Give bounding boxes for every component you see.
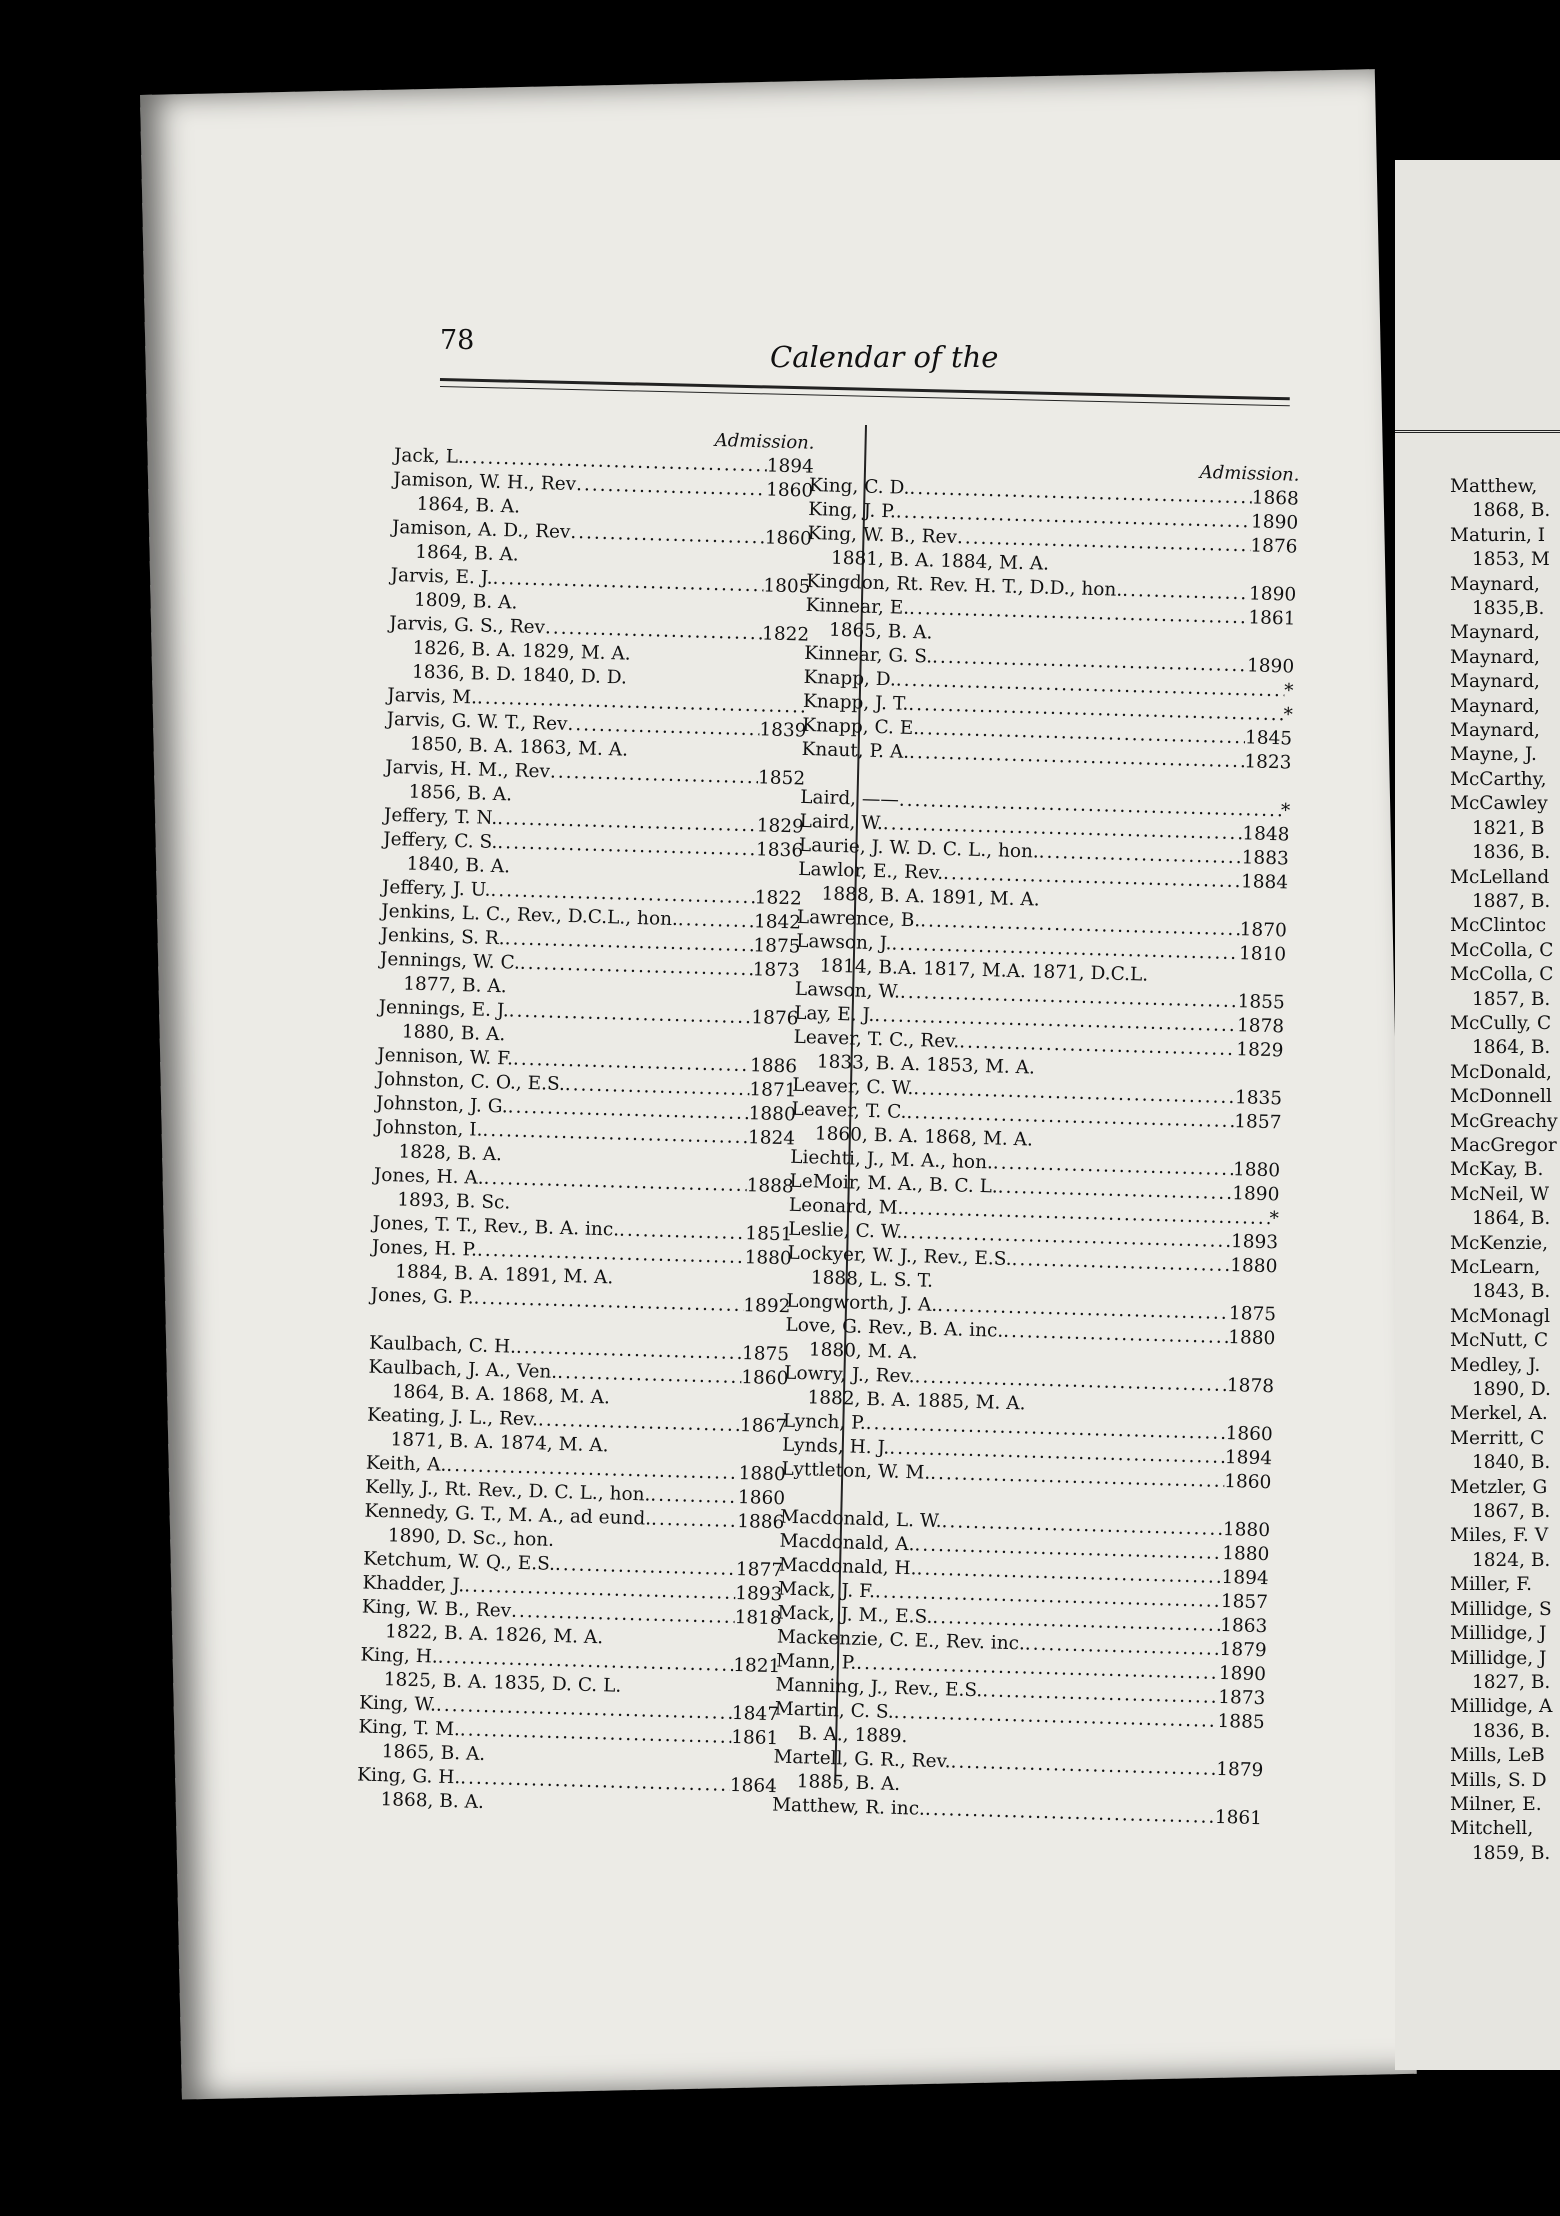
facing-page-entry: 1890, D. (1472, 1379, 1551, 1401)
facing-page-entry: 1827, B. (1472, 1671, 1551, 1693)
entry-degrees: 1865, B. A. (828, 619, 933, 644)
entry-degrees: 1868, B. A. (380, 1789, 485, 1814)
entry-name: Kennedy, G. T., M. A., ad eund. (364, 1500, 652, 1530)
entry-name: Leaver, T. C. (791, 1098, 907, 1123)
admission-year: 1823 (1244, 751, 1292, 774)
facing-page-entry: 1887, B. (1472, 890, 1551, 912)
entry-name: Knaut, P. A. (801, 738, 910, 763)
entry-degrees: 1882, B. A. 1885, M. A. (807, 1387, 1026, 1415)
facing-page-entry: 1864, B. (1472, 1037, 1551, 1059)
entry-name: King, W. (358, 1692, 437, 1716)
admission-year: 1860 (765, 479, 814, 502)
entry-name: Jennings, E. J. (378, 996, 510, 1022)
facing-page-entry: 1864, B. (1472, 1208, 1551, 1230)
entry-name: Kelly, J., Rt. Rev., D. C. L., hon. (364, 1476, 651, 1506)
entry-name: Martell, G. R., Rev. (773, 1746, 951, 1773)
entry-degrees: 1860, B. A. 1868, M. A. (814, 1123, 1034, 1151)
facing-page-entry: McKay, B. (1450, 1159, 1544, 1181)
facing-page (1395, 160, 1560, 2070)
facing-page-entry: 1824, B. (1472, 1549, 1551, 1571)
entry-degrees: 1825, B. A. 1835, D. C. L. (383, 1669, 622, 1697)
facing-page-entry: 1867, B. (1472, 1501, 1551, 1523)
entry-name: Jarvis, G. W. T., Rev (386, 708, 568, 735)
admission-year: 1867 (739, 1415, 788, 1438)
admission-year: 1890 (1250, 511, 1299, 534)
entry-name: Manning, J., Rev., E.S. (775, 1674, 983, 1702)
facing-page-entry: McCawley (1450, 793, 1548, 815)
entry-name: Leaver, C. W. (791, 1074, 914, 1100)
entry-degrees: 1885, B. A. (796, 1771, 901, 1796)
admission-year: 1880 (748, 1103, 797, 1126)
entry-name: Kaulbach, J. A., Ven. (368, 1356, 558, 1383)
entry-degrees: 1871, B. A. 1874, M. A. (390, 1429, 609, 1457)
admission-year: 1886 (749, 1055, 798, 1078)
entry-name: Love, G. Rev., B. A. inc. (785, 1314, 1004, 1342)
admission-year: 1857 (1234, 1111, 1282, 1134)
admission-year: 1842 (753, 911, 802, 934)
facing-page-entry: Mitchell, (1450, 1818, 1534, 1840)
entry-name: Johnston, I. (374, 1116, 483, 1141)
admission-year: 1880 (1222, 1518, 1271, 1542)
entry-degrees: 1809, B. A. (413, 589, 518, 614)
entry-degrees: 1865, B. A. (381, 1741, 486, 1766)
admission-year: 1876 (751, 1007, 799, 1030)
admission-year: 1829 (756, 815, 805, 838)
entry-degrees: 1888, L. S. T. (810, 1267, 934, 1292)
entry-name: Mann, P. (775, 1650, 857, 1674)
entry-degrees: 1822, B. A. 1826, M. A. (384, 1621, 604, 1649)
entry-name: Knapp, J. T. (802, 690, 909, 715)
entry-name: Jamison, W. H., Rev (393, 468, 577, 496)
admission-year: 1822 (761, 623, 810, 646)
facing-page-entry: McClintoc (1450, 915, 1547, 937)
entry-name: Jarvis, E. J. (390, 564, 493, 589)
entry-name: Laird, —— (800, 786, 900, 811)
entry-name: Kinnear, E. (805, 594, 910, 619)
admission-year: 1885 (1217, 1710, 1265, 1734)
admission-year: 1810 (1238, 943, 1287, 966)
facing-page-entry: 1836, B. (1472, 1720, 1551, 1742)
facing-page-entry: Metzler, G (1450, 1476, 1548, 1498)
facing-page-entry: McCarthy, (1450, 768, 1547, 790)
facing-page-entry: Miller, F. (1450, 1574, 1533, 1596)
admission-year: 1861 (1248, 607, 1296, 630)
facing-page-entry: Maynard, (1450, 720, 1540, 742)
entry-degrees: 1877, B. A. (402, 973, 507, 998)
facing-page-entry: Milner, E. (1450, 1793, 1542, 1815)
admission-year: * (1283, 704, 1294, 726)
entry-name: Jarvis, H. M., Rev (385, 756, 551, 783)
admission-year: 1851 (745, 1223, 793, 1246)
entry-degrees: 1864, B. A. 1868, M. A. (391, 1381, 611, 1409)
admission-year: 1847 (731, 1702, 780, 1726)
facing-page-entry: Maynard, (1450, 695, 1540, 717)
facing-page-rule (1395, 430, 1560, 433)
admission-year: 1886 (736, 1510, 785, 1534)
entry-name: Jones, T. T., Rev., B. A. inc. (372, 1212, 620, 1241)
admission-year: 1875 (741, 1343, 790, 1366)
admission-year: 1880 (738, 1463, 786, 1486)
admission-heading: Admission. (714, 429, 815, 454)
entry-name: Jamison, A. D., Rev (391, 516, 571, 543)
entry-degrees: 1850, B. A. 1863, M. A. (409, 733, 629, 761)
facing-page-entry: McColla, C (1450, 939, 1554, 961)
facing-page-entry: McColla, C (1450, 964, 1554, 986)
admission-year: 1890 (1248, 583, 1297, 606)
facing-page-entry: 1853, M (1472, 549, 1550, 571)
facing-page-entry: McDonnell (1450, 1086, 1552, 1108)
entry-degrees: 1890, D. Sc., hon. (387, 1525, 555, 1551)
admission-year: 1893 (1230, 1231, 1279, 1254)
admission-year: 1893 (734, 1582, 783, 1606)
admission-year: 1848 (1242, 823, 1290, 846)
facing-page-column (1450, 475, 1560, 1866)
admission-year: 1883 (1241, 847, 1290, 870)
facing-page-entry: Maturin, I (1450, 524, 1546, 546)
entry-degrees: 1828, B. A. (398, 1141, 503, 1166)
admission-year: 1880 (1221, 1542, 1270, 1566)
facing-page-entry: Maynard, (1450, 622, 1540, 644)
entry-name: Jeffery, T. N. (383, 804, 498, 830)
entry-name: Lawson, J. (795, 930, 892, 955)
facing-page-entry: Millidge, J (1450, 1623, 1547, 1645)
entry-name: Jennings, W. C. (379, 948, 521, 974)
admission-year: 1880 (1232, 1159, 1281, 1182)
admission-year: * (1280, 800, 1291, 822)
facing-page-entry: 1835,B. (1472, 598, 1545, 620)
entry-degrees: 1893, B. Sc. (396, 1189, 511, 1214)
admission-year: 1870 (1239, 919, 1288, 942)
entry-name: Kingdon, Rt. Rev. H. T., D.D., hon. (806, 570, 1123, 601)
admission-year: * (1283, 680, 1294, 702)
entry-name: Matthew, R. inc. (771, 1794, 926, 1820)
entry-name: Johnston, C. O., E.S. (376, 1068, 566, 1095)
admission-year: 1884 (1240, 871, 1289, 894)
admission-year: 1845 (1244, 727, 1293, 750)
entry-name: LeMoir, M. A., B. C. L. (789, 1170, 999, 1198)
entry-name: Leaver, T. C., Rev. (793, 1026, 960, 1053)
admission-year: 1822 (754, 887, 803, 910)
facing-page-entry: Matthew, (1450, 476, 1538, 497)
facing-page-entry: MacGregor (1450, 1134, 1557, 1156)
entry-name: Lowry, J., Rev. (783, 1362, 915, 1388)
facing-page-entry: Maynard, (1450, 573, 1540, 595)
admission-year: 1880 (1227, 1327, 1276, 1350)
entry-name: Kinnear, G. S. (804, 642, 933, 668)
admission-year: 1894 (766, 455, 815, 478)
admission-year: 1876 (1250, 535, 1298, 558)
admission-year: 1860 (1225, 1422, 1273, 1446)
entry-name: Jeffery, C. S. (382, 828, 498, 854)
facing-page-entry: McGreachy (1450, 1110, 1558, 1132)
entry-degrees: B. A., 1889. (797, 1723, 908, 1748)
facing-page-entry: 1857, B. (1472, 988, 1551, 1010)
admission-year: * (1269, 1208, 1280, 1230)
admission-year: 1875 (753, 935, 801, 958)
facing-page-entry: McLelland (1450, 866, 1550, 888)
facing-page-entry: Millidge, J (1450, 1647, 1547, 1669)
admission-year: 1879 (1215, 1758, 1264, 1782)
admission-year: 1860 (764, 527, 813, 550)
facing-page-entry: Medley, J. (1450, 1354, 1541, 1376)
facing-page-entry: McCully, C (1450, 1012, 1552, 1034)
entry-name: Lockyer, W. J., Rev., E.S. (787, 1242, 1012, 1270)
leader-dots (651, 1508, 738, 1534)
facing-page-entry: 1859, B. (1472, 1842, 1551, 1864)
page-title: Calendar of the (770, 340, 999, 374)
entry-name: Lyttleton, W. M. (781, 1458, 931, 1484)
entry-name: Jones, H. P. (371, 1236, 478, 1261)
facing-page-entry: McKenzie, (1450, 1232, 1548, 1254)
entry-name: Jeffery, J. U. (381, 876, 491, 901)
entry-name: Jack, L. (393, 444, 465, 468)
admission-year: 1805 (763, 575, 811, 598)
entry-name: Macdonald, H. (778, 1554, 917, 1580)
entry-name: Jarvis, G. S., Rev (389, 612, 546, 639)
admission-year: 1873 (1217, 1686, 1266, 1710)
facing-page-entry: Maynard, (1450, 646, 1540, 668)
admission-year: 1860 (737, 1487, 786, 1510)
entry-name: Macdonald, A. (779, 1530, 915, 1556)
facing-page-entry: Merritt, C (1450, 1427, 1545, 1449)
admission-year: 1821 (732, 1654, 781, 1678)
facing-page-entry: McDonald, (1450, 1061, 1552, 1083)
entry-name: Knapp, C. E. (802, 714, 920, 740)
entry-name: Knapp, D. (803, 666, 897, 691)
entry-name: King, J. P. (808, 498, 897, 523)
entry-degrees: 1840, B. A. (406, 853, 511, 878)
admission-year: 1861 (1214, 1806, 1263, 1830)
entry-name: Lawlor, E., Rev. (797, 858, 944, 884)
right-column (772, 450, 1300, 1831)
facing-page-entry: Millidge, A (1450, 1696, 1553, 1718)
admission-year: 1890 (1246, 655, 1295, 678)
admission-year: 1894 (1224, 1446, 1273, 1470)
entry-name: Ketchum, W. Q., E.S. (362, 1548, 556, 1575)
admission-year: 1857 (1220, 1590, 1269, 1614)
facing-page-entry: Mills, LeB (1450, 1745, 1545, 1767)
entry-name: Laird, W. (799, 810, 884, 835)
entry-name: Lawson, W. (794, 978, 901, 1003)
entry-degrees: 1836, B. D. 1840, D. D. (411, 661, 628, 689)
admission-year: 1873 (752, 959, 801, 982)
admission-year: 1871 (749, 1079, 797, 1102)
admission-year: 1878 (1226, 1375, 1275, 1398)
entry-name: Mack, J. M., E.S. (777, 1602, 933, 1628)
entry-name: Lawrence, B. (796, 906, 921, 932)
facing-page-entry: 1843, B. (1472, 1281, 1551, 1303)
admission-year: 1878 (1236, 1015, 1285, 1038)
facing-page-entry: Miles, F. V (1450, 1525, 1549, 1547)
facing-page-entry: McNutt, C (1450, 1330, 1549, 1352)
entry-name: Liechti, J., M. A., hon. (789, 1146, 994, 1174)
admission-year: 1890 (1232, 1183, 1280, 1206)
entry-name: Leslie, C. W. (787, 1218, 903, 1243)
admission-year: 1861 (730, 1726, 779, 1750)
admission-year: 1888 (746, 1175, 795, 1198)
entry-name: Martin, C. S. (774, 1698, 895, 1723)
admission-year: 1839 (759, 719, 807, 742)
entry-name: Longworth, J. A. (785, 1290, 938, 1316)
entry-name: Mack, J. F. (777, 1578, 876, 1603)
entry-name: Keating, J. L., Rev. (366, 1404, 539, 1431)
entry-name: Jenkins, L. C., Rev., D.C.L., hon. (380, 900, 679, 931)
entry-degrees: 1864, B. A. (416, 493, 521, 518)
admission-year: 1892 (743, 1295, 791, 1318)
facing-page-entry: 1840, B. (1472, 1452, 1551, 1474)
entry-name: King, G. H. (356, 1764, 461, 1789)
entry-name: Jennison, W. F. (376, 1044, 514, 1070)
entry-name: King, H. (360, 1644, 439, 1668)
leader-dots (650, 1484, 738, 1510)
facing-page-entry: 1821, B (1472, 817, 1545, 839)
entry-name: Lynds, H. J. (781, 1434, 890, 1459)
admission-year: 1855 (1237, 991, 1286, 1014)
admission-year: 1879 (1219, 1638, 1267, 1662)
entry-name: Leonard, M. (788, 1194, 904, 1219)
entry-name: Kaulbach, C. H. (368, 1332, 517, 1358)
entry-name: Mackenzie, C. E., Rev. inc. (776, 1626, 1026, 1655)
entry-degrees: 1826, B. A. 1829, M. A. (412, 637, 631, 665)
leader-dots (619, 1219, 746, 1247)
facing-page-entry: McLearn, (1450, 1257, 1541, 1278)
facing-page-entry: Maynard, (1450, 671, 1540, 693)
admission-year: 1863 (1219, 1614, 1268, 1638)
admission-year: 1852 (757, 767, 806, 790)
entry-degrees: 1880, B. A. (401, 1021, 506, 1046)
admission-year: 1836 (755, 839, 804, 862)
entry-degrees: 1833, B. A. 1853, M. A. (816, 1051, 1036, 1079)
admission-year: 1880 (744, 1247, 793, 1270)
facing-page-entry: 1836, B. (1472, 842, 1551, 864)
admission-year: 1894 (1221, 1566, 1269, 1590)
facing-page-entry: McMonagl (1450, 1305, 1551, 1327)
entry-name: King, W. B., Rev (807, 522, 958, 549)
admission-year: 1824 (747, 1127, 796, 1150)
facing-page-entry: Millidge, S (1450, 1598, 1552, 1620)
entry-name: Macdonald, L. W. (779, 1506, 942, 1533)
admission-year: 1877 (735, 1558, 784, 1582)
admission-year: 1835 (1234, 1087, 1283, 1110)
entry-name: Khadder, J. (362, 1572, 465, 1597)
leader-dots (1122, 579, 1249, 607)
entry-degrees: 1888, B. A. 1891, M. A. (821, 883, 1040, 911)
page-number: 78 (440, 325, 475, 356)
admission-year: 1868 (1251, 487, 1300, 510)
entry-degrees: 1864, B. A. (415, 541, 520, 566)
entry-name: Jenkins, S. R. (380, 924, 506, 950)
facing-page-entry: 1868, B. (1472, 500, 1551, 522)
entry-name: Johnston, J. G. (375, 1092, 509, 1118)
entry-degrees: 1814, B.A. 1817, M.A. 1871, D.C.L. (819, 955, 1149, 986)
admission-year: 1860 (1223, 1470, 1272, 1494)
admission-heading: Admission. (1199, 461, 1300, 486)
entry-name: Laurie, J. W. D. C. L., hon. (798, 834, 1040, 863)
entry-name: Jones, G. P. (370, 1284, 474, 1309)
facing-page-entry: McNeil, W (1450, 1183, 1550, 1205)
entry-name: Jarvis, M. (387, 684, 478, 709)
admission-year: 1890 (1218, 1662, 1267, 1686)
admission-year: 1818 (734, 1606, 782, 1630)
facing-page-entry: Merkel, A. (1450, 1403, 1548, 1425)
leader-dots (678, 908, 755, 934)
admission-year: 1829 (1236, 1039, 1284, 1062)
admission-year: 1864 (729, 1774, 778, 1798)
entry-degrees: 1881, B. A. 1884, M. A. (830, 547, 1050, 575)
facing-page-entry: Mills, S. D (1450, 1769, 1547, 1791)
facing-page-entry: Mayne, J. (1450, 744, 1537, 766)
entry-name: Jones, H. A. (373, 1164, 484, 1189)
left-column (356, 420, 815, 1823)
entry-name: King, C. D. (808, 474, 910, 499)
entry-name: King, T. M. (358, 1716, 461, 1741)
entry-degrees: 1880, M. A. (808, 1339, 918, 1364)
entry-name: Lynch, P. (782, 1410, 867, 1434)
admission-year: 1880 (1230, 1255, 1278, 1278)
admission-year: 1860 (741, 1367, 789, 1390)
entry-name: Lay, E. J. (793, 1002, 875, 1027)
entry-degrees: 1856, B. A. (408, 781, 513, 806)
entry-degrees: 1884, B. A. 1891, M. A. (394, 1261, 614, 1289)
admission-year: 1875 (1228, 1303, 1277, 1326)
entry-name: Keith, A. (365, 1452, 447, 1476)
entry-name: King, W. B., Rev (361, 1596, 512, 1622)
